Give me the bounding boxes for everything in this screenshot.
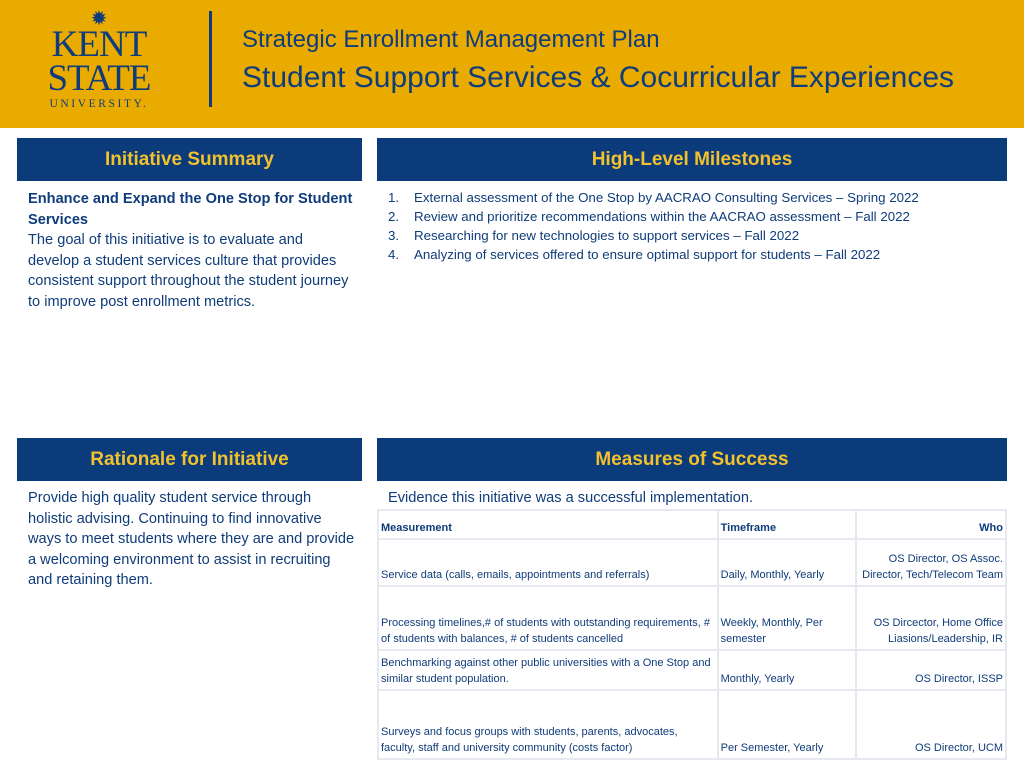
milestone-text: Review and prioritize recommendations within the AACRAO assessment – Fall 2022 — [414, 209, 910, 224]
milestone-text: Researching for new technologies to support services – Fall 2022 — [414, 228, 800, 243]
timeframe-cell: Monthly, Yearly — [718, 650, 857, 690]
measurement-cell: Surveys and focus groups with students, parents, advocates, faculty, staff and university community (costs factor) — [378, 690, 718, 759]
milestone-number: 2. — [388, 209, 400, 224]
timeframe-cell: Weekly, Monthly, Per semester — [718, 586, 857, 650]
initiative-summary-text — [28, 189, 358, 312]
measurement-cell: Service data (calls, emails, appointments and referrals) — [378, 539, 718, 586]
milestone-number: 3. — [388, 228, 400, 243]
timeframe-cell: Daily, Monthly, Yearly — [718, 539, 857, 586]
milestone-number: 4. — [388, 247, 400, 262]
measures-table — [377, 509, 1007, 760]
table-row — [378, 586, 1006, 650]
kent-state-logo — [46, 10, 152, 114]
who-cell: OS Director, OS Assoc. Director, Tech/Telecom Team — [856, 539, 1006, 586]
list-item — [388, 245, 919, 264]
list-item — [388, 188, 919, 207]
rationale-text: Provide high quality student service through holistic advising. Continuing to find innovative ways to meet students where they are and provide a welcoming environment to assist in recruiting and retaining them. — [28, 490, 355, 588]
logo-star-icon: ✹ — [90, 8, 108, 30]
column-header-measurement: Measurement — [378, 510, 718, 539]
initiative-body: The goal of this initiative is to evaluate and develop a student services culture that provides consistent support throughout the student journey to improve post enrollment metrics. — [28, 232, 349, 310]
milestones-heading: High-Level Milestones — [377, 138, 1007, 181]
initiative-summary-heading: Initiative Summary — [17, 138, 362, 181]
rationale-heading: Rationale for Initiative — [17, 438, 362, 481]
table-row — [378, 539, 1006, 586]
who-cell: OS Director, UCM — [856, 690, 1006, 759]
timeframe-cell: Per Semester, Yearly — [718, 690, 857, 759]
milestones-list — [388, 188, 919, 264]
milestone-text: Analyzing of services offered to ensure optimal support for students – Fall 2022 — [414, 247, 881, 262]
page-title: Student Support Services & Cocurricular Experiences — [242, 61, 955, 94]
logo-line-2: STATE — [47, 58, 151, 99]
measurement-cell: Benchmarking against other public universities with a One Stop and similar student population. — [378, 650, 718, 690]
header-banner — [0, 0, 1024, 128]
measures-intro: Evidence this initiative was a successful implementation. — [388, 490, 754, 506]
measurement-cell: Processing timelines,# of students with outstanding requirements, # of students with balances, # of students cancelled — [378, 586, 718, 650]
list-item — [388, 207, 919, 226]
who-cell: OS Dircector, Home Office Liasions/Leadership, IR — [856, 586, 1006, 650]
measures-heading: Measures of Success — [377, 438, 1007, 481]
logo-line-1: KENT — [51, 24, 147, 65]
header-divider — [209, 11, 212, 107]
milestone-number: 1. — [388, 190, 400, 205]
table-row — [378, 650, 1006, 690]
logo-line-3: UNIVERSITY. — [49, 98, 149, 110]
table-row — [378, 690, 1006, 759]
table-header-row — [378, 510, 1006, 539]
milestone-text: External assessment of the One Stop by AACRAO Consulting Services – Spring 2022 — [414, 190, 919, 205]
initiative-title: Enhance and Expand the One Stop for Student Services — [28, 191, 353, 228]
plan-title: Strategic Enrollment Management Plan — [242, 26, 660, 53]
who-cell: OS Director, ISSP — [856, 650, 1006, 690]
column-header-who: Who — [856, 510, 1006, 539]
list-item — [388, 226, 919, 245]
column-header-timeframe: Timeframe — [718, 510, 857, 539]
